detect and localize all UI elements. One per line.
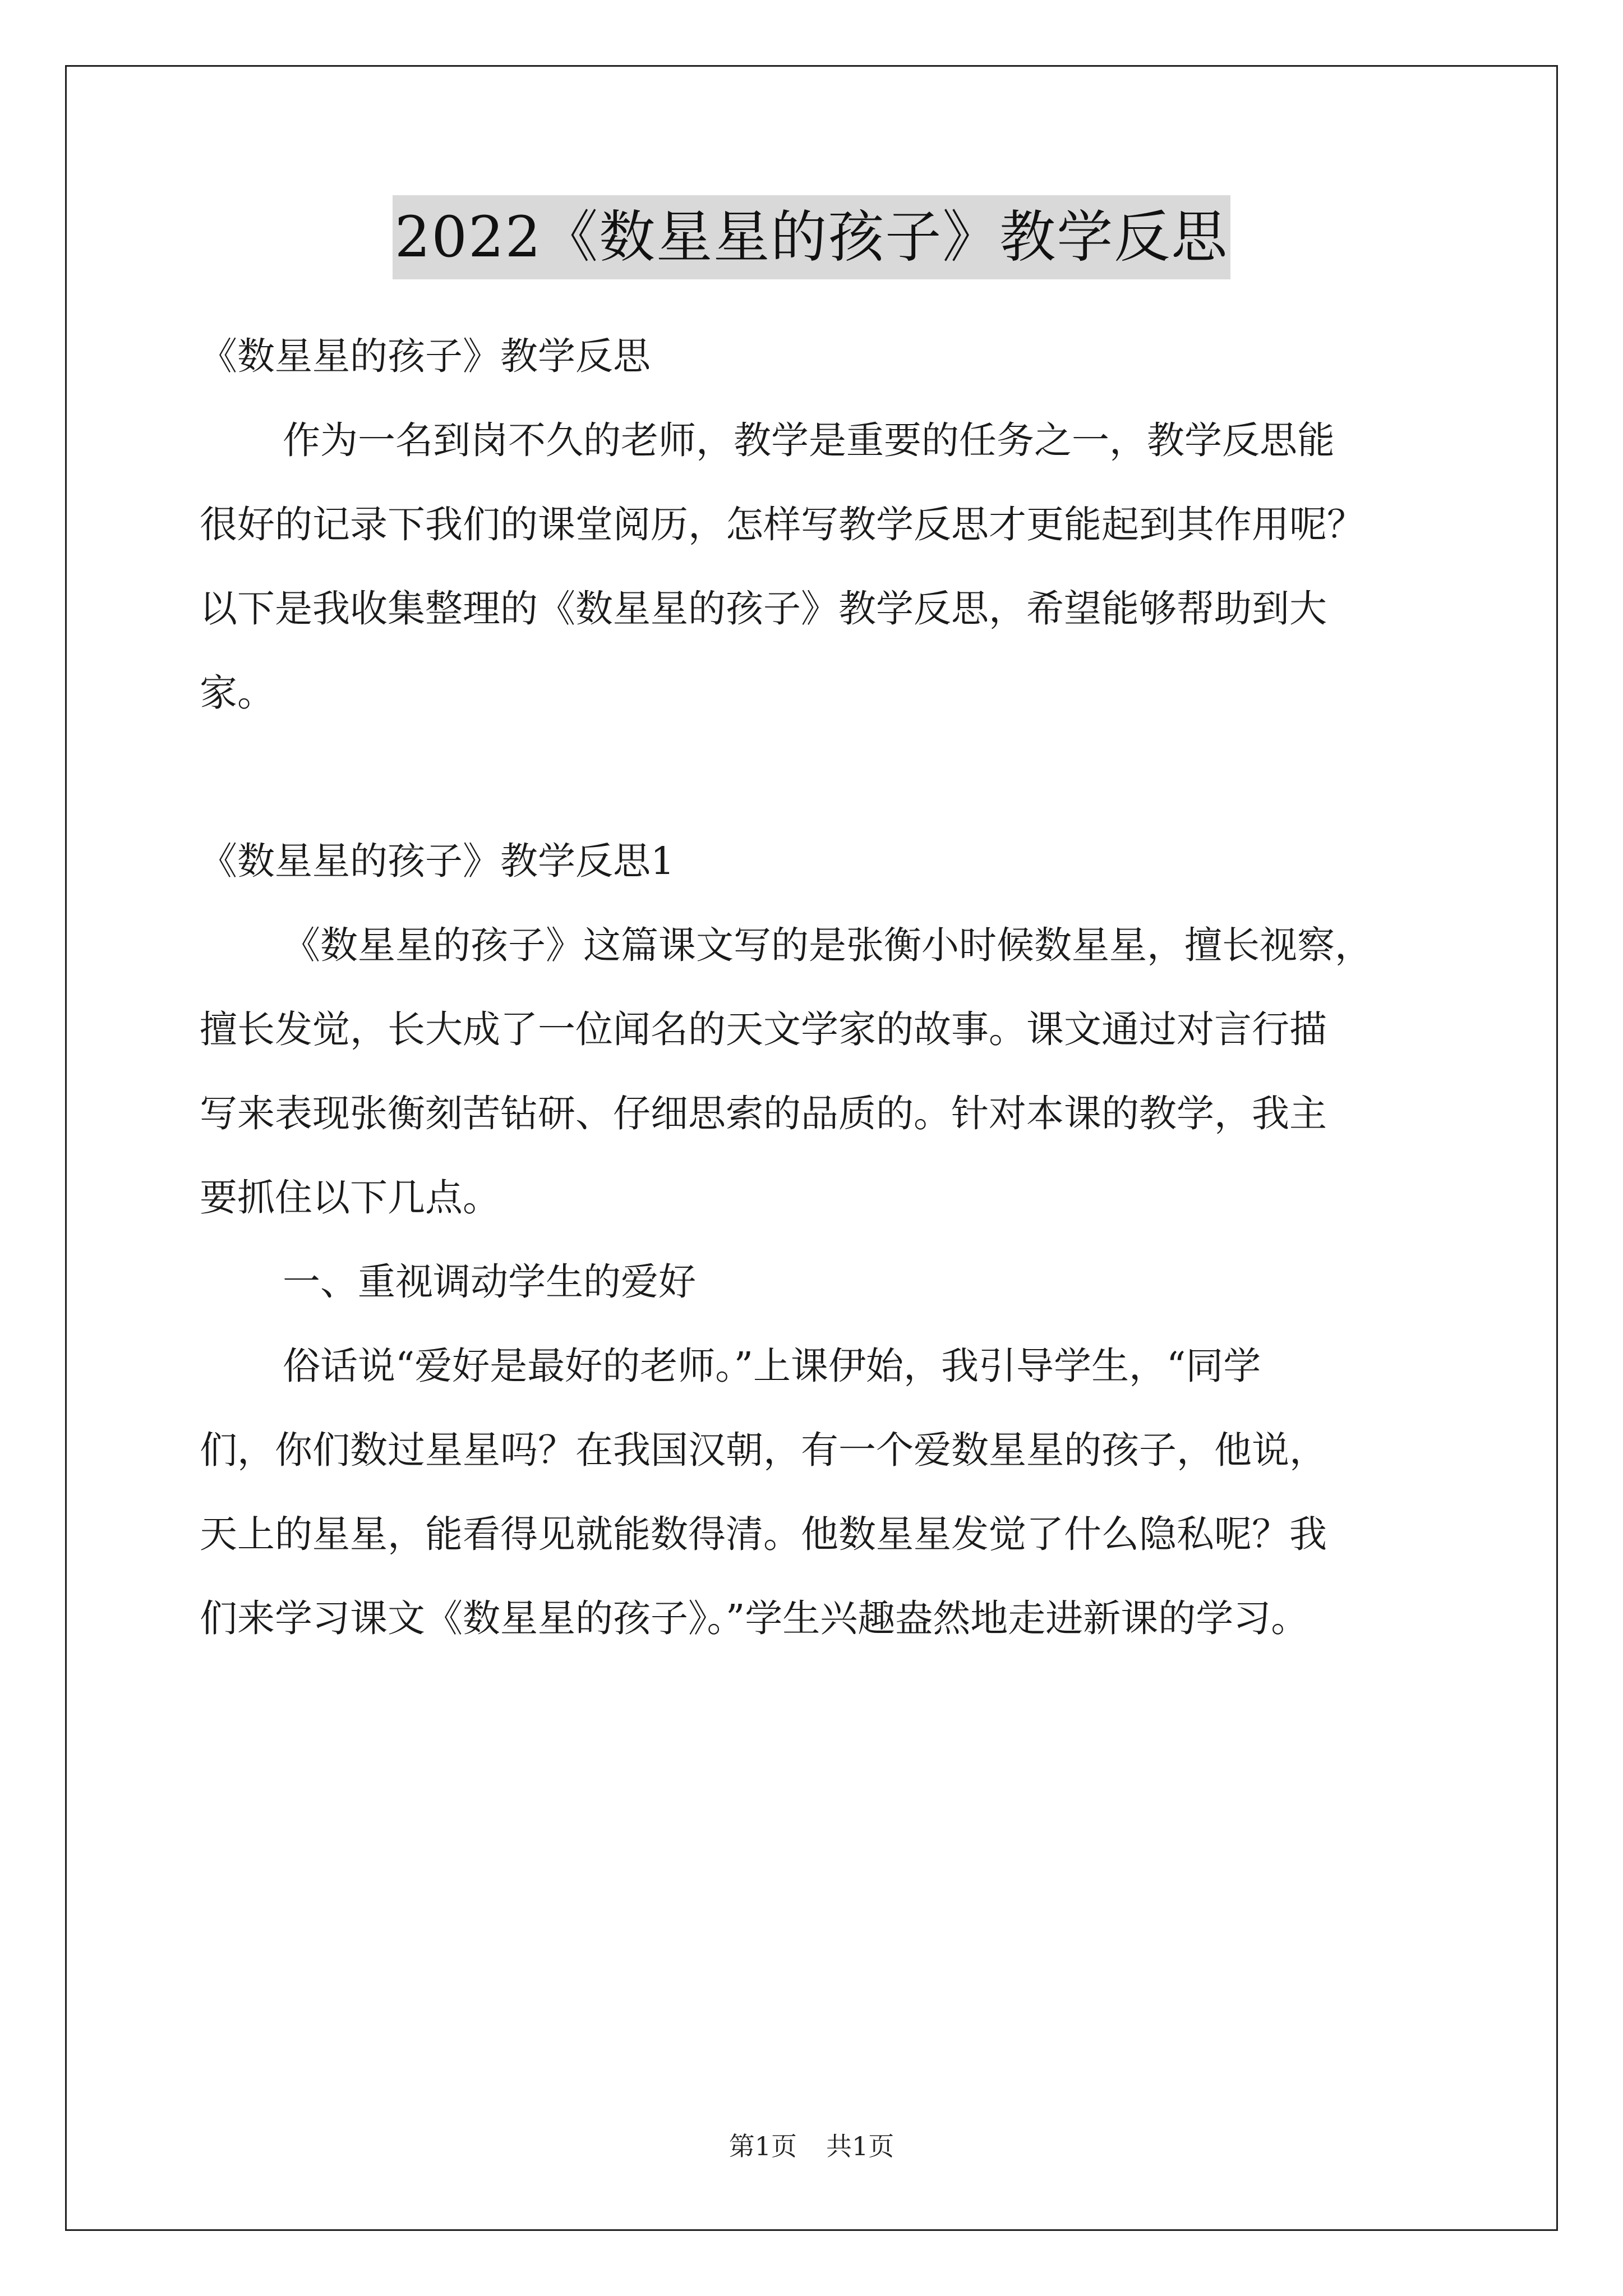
paragraph-gap	[200, 735, 1433, 819]
body-paragraph-line: 写来表现张衡刻苦钻研、仔细思索的品质的。针对本课的教学，我主	[200, 1092, 1327, 1135]
body-paragraph-line: 要抓住以下几点。	[200, 1176, 500, 1220]
body-paragraph-line: 俗话说“爱好是最好的老师。”上课伊始，我引导学生，“同学	[283, 1344, 1261, 1388]
body-paragraph-line: 擅长发觉，长大成了一位闻名的天文学家的故事。课文通过对言行描	[200, 1007, 1327, 1051]
intro-paragraph-line: 很好的记录下我们的课堂阅历，怎样写教学反思才更能起到其作用呢？	[200, 503, 1364, 546]
document-body	[200, 314, 1433, 1660]
section-heading-1: 《数星星的孩子》教学反思1	[200, 839, 675, 883]
section-heading-intro: 《数星星的孩子》教学反思	[200, 334, 651, 378]
page-footer	[0, 2126, 1623, 2163]
subheading-point-1: 一、重视调动学生的爱好	[283, 1260, 696, 1304]
intro-paragraph-line: 家。	[200, 671, 275, 715]
body-paragraph-line: 天上的星星，能看得见就能数得清。他数星星发觉了什么隐私呢？我	[200, 1512, 1327, 1556]
intro-paragraph-line: 作为一名到岗不久的老师，教学是重要的任务之一，教学反思能	[283, 418, 1335, 462]
body-paragraph-line: 们来学习课文《数星星的孩子》。”学生兴趣盎然地走进新课的学习。	[200, 1596, 1309, 1640]
body-paragraph-line: 们，你们数过星星吗？在我国汉朝，有一个爱数星星的孩子，他说，	[200, 1428, 1327, 1472]
page-total: 共1页	[826, 2131, 895, 2161]
document-title: 2022《数星星的孩子》教学反思	[393, 195, 1231, 279]
intro-paragraph-line: 以下是我收集整理的《数星星的孩子》教学反思，希望能够帮助到大	[200, 587, 1327, 631]
body-paragraph-line: 《数星星的孩子》这篇课文写的是张衡小时候数星星，擅长视察，	[283, 923, 1372, 967]
title-container	[0, 195, 1623, 279]
page-number: 第1页	[728, 2131, 797, 2161]
